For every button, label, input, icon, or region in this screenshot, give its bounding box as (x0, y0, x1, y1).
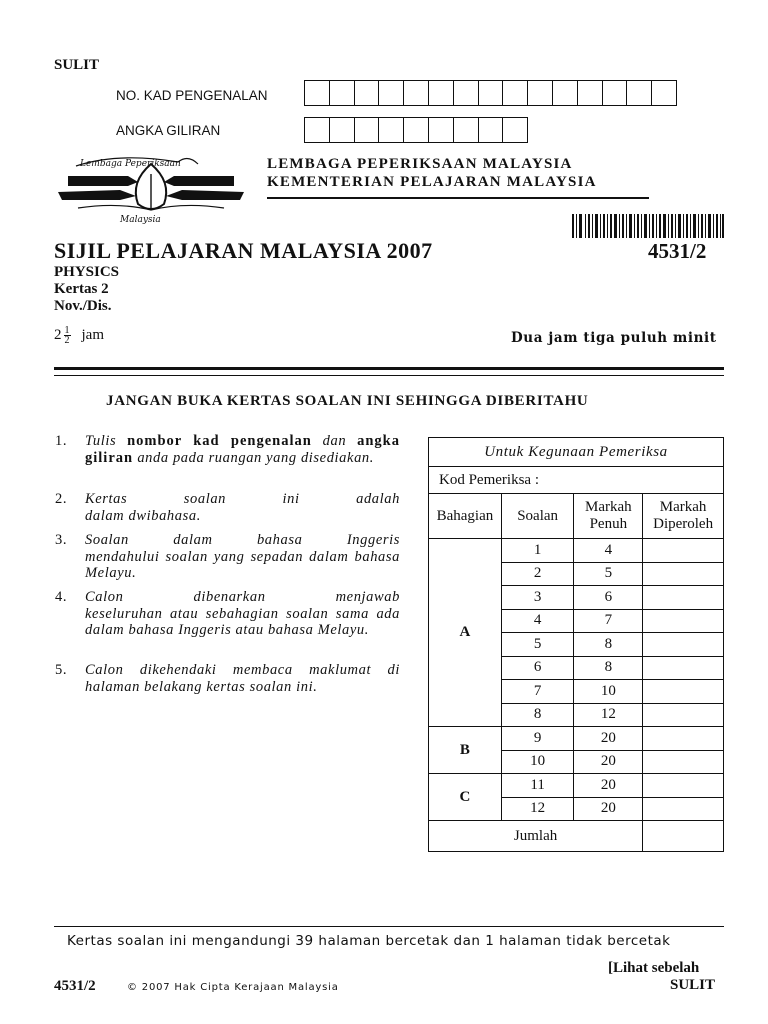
duration-words: Dua jam tiga puluh minit (511, 330, 717, 346)
marks-obtained-cell[interactable] (643, 656, 724, 680)
marks-obtained-cell[interactable] (643, 750, 724, 774)
marks-obtained-cell[interactable] (643, 797, 724, 821)
instruction-text: mendahului soalan yang sepadan dalam bahasa Melayu. (85, 548, 400, 581)
full-marks: 20 (574, 750, 643, 774)
col-header-full-marks-line2: Penuh (589, 516, 628, 532)
exam-board-logo (58, 152, 244, 226)
instruction-number: 3. (55, 532, 68, 548)
exam-title: SIJIL PELAJARAN MALAYSIA 2007 (54, 238, 433, 263)
duration-denominator: 2 (64, 335, 70, 346)
instruction-text: Kertas soalan ini adalah (85, 491, 400, 507)
instruction-number: 4. (55, 589, 68, 605)
instruction-number: 2. (55, 491, 68, 507)
svg-text:Lembaga Peperiksaan: Lembaga Peperiksaan (80, 159, 181, 169)
exam-session: Nov./Dis. (54, 298, 112, 314)
board-name-line1: LEMBAGA PEPERIKSAAN MALAYSIA (267, 156, 573, 172)
marks-obtained-cell[interactable] (643, 539, 724, 563)
question-number: 7 (501, 680, 574, 704)
col-header-question: Soalan (501, 494, 574, 539)
see-over-note: [Lihat sebelah (608, 960, 700, 976)
board-name-line2: KEMENTERIAN PELAJARAN MALAYSIA (267, 174, 597, 190)
index-number-label: ANGKA GILIRAN (116, 123, 221, 138)
marks-obtained-cell[interactable] (643, 727, 724, 751)
page-count-note: Kertas soalan ini mengandungi 39 halaman bercetak dan 1 halaman tidak bercetak (67, 933, 671, 949)
footer-paper-code: 4531/2 (54, 978, 96, 994)
marks-obtained-cell[interactable] (643, 609, 724, 633)
full-marks: 20 (574, 797, 643, 821)
paper-number: Kertas 2 (54, 281, 109, 297)
divider-thick (54, 367, 724, 370)
question-number: 1 (501, 539, 574, 563)
index-number-boxes[interactable] (304, 117, 528, 143)
divider-thin (54, 375, 724, 376)
instruction-text: Calon dibenarkan menjawab (85, 589, 400, 605)
duration-whole: 2 (54, 327, 62, 343)
full-marks: 8 (574, 633, 643, 657)
instruction-1 (55, 433, 400, 466)
svg-text:Malaysia: Malaysia (120, 215, 161, 225)
section-label-b: B (429, 727, 502, 774)
col-header-marks-obtained (643, 494, 724, 539)
question-number: 10 (501, 750, 574, 774)
examiner-table (428, 437, 724, 852)
table-row (429, 539, 724, 563)
instruction-emphasis-index: angka giliran (85, 433, 400, 466)
instruction-text: Calon dikehendaki membaca maklumat di halaman belakang kertas soalan ini. (85, 662, 400, 695)
ic-number-boxes[interactable] (304, 80, 677, 106)
instruction-text: keseluruhan atau sebahagian soalan sama ada dalam bahasa Inggeris atau bahasa Melayu. (85, 605, 400, 638)
full-marks: 20 (574, 774, 643, 798)
instruction-5 (55, 662, 400, 695)
classification-top: SULIT (54, 57, 100, 73)
instruction-text: Tulis (85, 433, 128, 449)
instruction-number: 5. (55, 662, 68, 678)
section-label-c: C (429, 774, 502, 821)
duration-numerator: 1 (64, 325, 70, 336)
table-row (429, 774, 724, 798)
marks-obtained-cell[interactable] (643, 586, 724, 610)
footer-divider (54, 926, 724, 927)
full-marks: 8 (574, 656, 643, 680)
full-marks: 10 (574, 680, 643, 704)
warning-heading: JANGAN BUKA KERTAS SOALAN INI SEHINGGA DIBERITAHU (106, 393, 589, 409)
marks-obtained-cell[interactable] (643, 703, 724, 727)
duration-unit: jam (81, 327, 104, 343)
question-number: 11 (501, 774, 574, 798)
duration-fraction (54, 326, 104, 345)
instruction-4 (55, 589, 400, 639)
examiner-table-title: Untuk Kegunaan Pemeriksa (429, 438, 724, 467)
paper-code: 4531/2 (648, 239, 707, 263)
col-header-marks-obtained-line2: Diperoleh (653, 516, 714, 532)
instruction-number: 1. (55, 433, 68, 449)
question-number: 8 (501, 703, 574, 727)
total-row (429, 821, 724, 852)
full-marks: 20 (574, 727, 643, 751)
col-header-full-marks (574, 494, 643, 539)
marks-obtained-cell[interactable] (643, 774, 724, 798)
question-number: 3 (501, 586, 574, 610)
marks-obtained-cell[interactable] (643, 633, 724, 657)
full-marks: 5 (574, 562, 643, 586)
question-number: 6 (501, 656, 574, 680)
col-header-section: Bahagian (429, 494, 502, 539)
copyright-notice: © 2007 Hak Cipta Kerajaan Malaysia (127, 982, 339, 993)
total-label: Jumlah (429, 821, 643, 852)
question-number: 9 (501, 727, 574, 751)
instruction-text: anda pada ruangan yang disediakan. (133, 449, 374, 466)
ic-number-label: NO. KAD PENGENALAN (116, 88, 268, 103)
full-marks: 12 (574, 703, 643, 727)
instruction-emphasis-ic: nombor kad pengenalan (127, 433, 312, 449)
full-marks: 7 (574, 609, 643, 633)
question-number: 5 (501, 633, 574, 657)
examiner-code-field[interactable]: Kod Pemeriksa : (429, 467, 724, 494)
full-marks: 6 (574, 586, 643, 610)
total-marks-cell[interactable] (643, 821, 724, 852)
col-header-full-marks-line1: Markah (585, 499, 632, 515)
question-number: 2 (501, 562, 574, 586)
instruction-3 (55, 532, 400, 582)
instruction-text: dalam dwibahasa. (85, 507, 201, 524)
marks-obtained-cell[interactable] (643, 562, 724, 586)
instruction-2 (55, 491, 400, 524)
question-number: 4 (501, 609, 574, 633)
full-marks: 4 (574, 539, 643, 563)
instruction-text: dan (311, 433, 358, 449)
marks-obtained-cell[interactable] (643, 680, 724, 704)
question-number: 12 (501, 797, 574, 821)
board-underline (267, 197, 649, 199)
classification-bottom: SULIT (670, 977, 716, 993)
table-row (429, 727, 724, 751)
instruction-text: Soalan dalam bahasa Inggeris (85, 532, 400, 548)
subject-name: PHYSICS (54, 264, 120, 280)
section-label-a: A (429, 539, 502, 727)
col-header-marks-obtained-line1: Markah (659, 499, 707, 515)
